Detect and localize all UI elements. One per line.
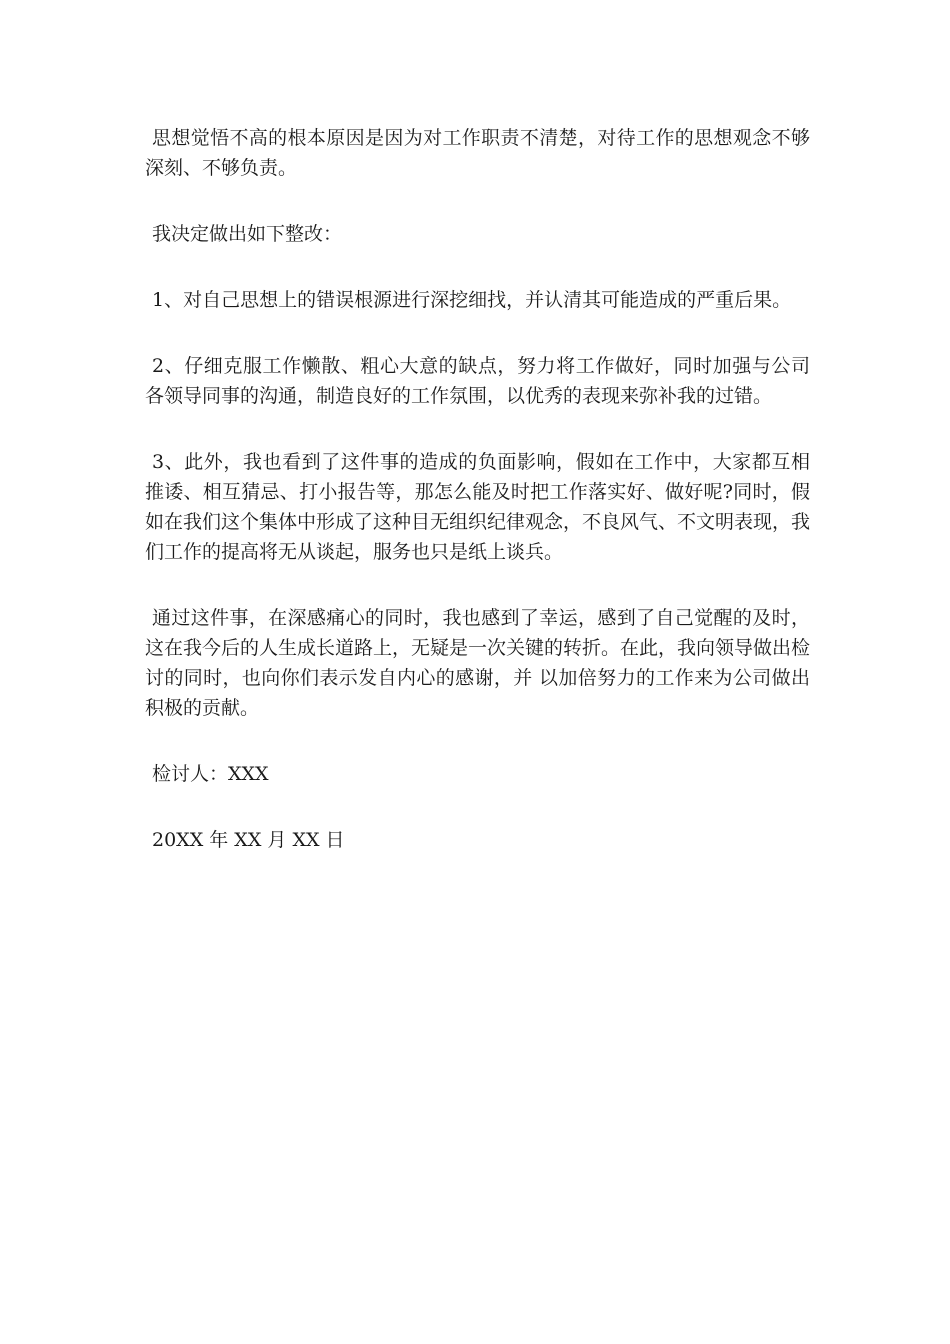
paragraph-rectification-intro: 我决定做出如下整改： (152, 223, 343, 245)
paragraph-item-2: 2、仔细克服工作懒散、粗心大意的缺点，努力将工作做好，同时加强与公司各领导同事的沟通，制造良好的工作氛围，以优秀的表现来弥补我的过错。 (145, 355, 810, 407)
paragraph-item-1: 1、对自己思想上的错误根源进行深挖细找，并认清其可能造成的严重后果。 (152, 289, 792, 311)
paragraph-conclusion: 通过这件事，在深感痛心的同时，我也感到了幸运，感到了自己觉醒的及时，这在我今后的人生成长道路上，无疑是一次关键的转折。在此，我向领导做出检讨的同时，也向你们表示发自内心的感谢，并 以加倍努力的工作来为公司做出积极的贡献。 (145, 607, 811, 719)
signature-line: 检讨人：XXX (152, 763, 269, 785)
paragraph-item-3: 3、此外，我也看到了这件事的造成的负面影响，假如在工作中，大家都互相推诿、相互猜忌、打小报告等，那怎么能及时把工作落实好、做好呢?同时，假如在我们这个集体中形成了这种目无组织纪律观念，不良风气、不文明表现，我们工作的提高将无从谈起，服务也只是纸上谈兵。 (145, 451, 811, 563)
paragraph-root-cause: 思想觉悟不高的根本原因是因为对工作职责不清楚，对待工作的思想观念不够深刻、不够负责。 (145, 127, 810, 179)
document-body (145, 123, 810, 891)
date-line: 20XX 年 XX 月 XX 日 (152, 829, 345, 851)
